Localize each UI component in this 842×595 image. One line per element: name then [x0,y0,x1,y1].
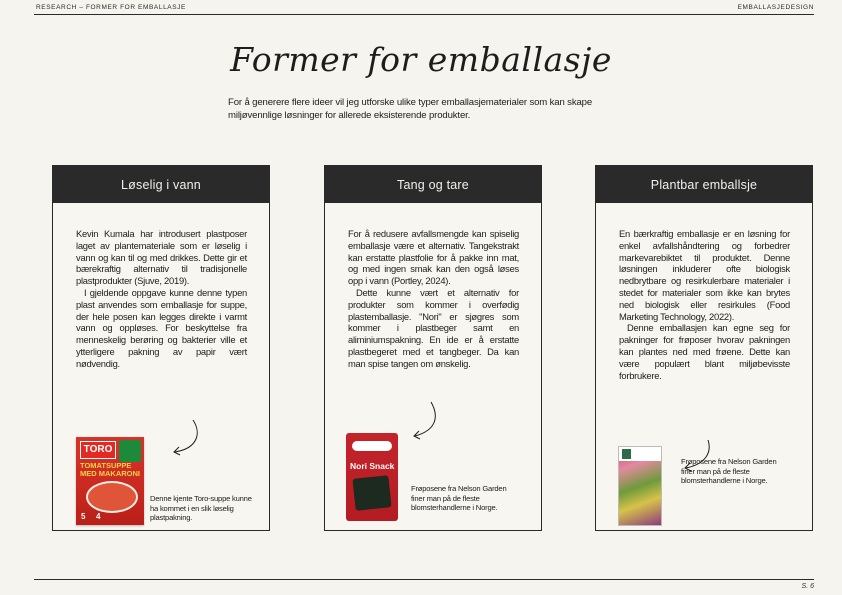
seaweed-sheet-icon [352,475,391,511]
card-paragraph: Kevin Kumala har introdusert plastposer laget av plantemateriale som er løselig i vann og kan til og med drikkes. Dette gir et bærekraftig alternativ til tradisjonelle plastprodukter (Sjuve, 2019). [76,228,247,287]
product-name: Nori Snack [350,461,395,471]
toro-soup-image [76,437,144,525]
card-paragraph: Denne emballasjen kan egne seg for pakninger for frøposer hvorav pakningen kan plantes ned med frøene. Dette kan være populært blant miljøbevisste forbrukere. [619,322,790,381]
card-text [348,228,519,370]
page-number: S. 6 [801,583,814,590]
top-rule [34,14,814,15]
image-caption: Frøposene fra Nelson Garden finer man på de fleste blomsterhandlerne i Norge. [681,457,777,485]
brand-label [352,441,392,451]
card-text [76,228,247,370]
card-seaweed [324,165,542,531]
card-plantable [595,165,813,531]
card-paragraph: Dette kunne vært et alternativ for produkter som kommer i overfødig plastemballasje. "Nori" er sjøgres som kommer i plastbeger samt en aliminiumspakning. En ide er å erstatte plastbegeret med et tangbeger. Da kan man spise tangen om ønskelig. [348,286,519,369]
card-heading: Tang og tare [325,166,541,203]
card-paragraph: For å redusere avfallsmengde kan spiselig emballasje være et alternativ. Tangekstrakt kan erstatte plastfolie for å pakke inn mat, og med ingen smak kan den også løses opp i vann (Portley, 2024). [348,228,519,287]
card-heading: Plantbar emballsje [596,166,812,203]
product-number: 5 [81,512,86,521]
nori-snack-image [346,433,398,521]
product-name: TOMATSUPPE MED MAKARONI [80,461,140,478]
card-soluble [52,165,270,531]
card-paragraph: I gjeldende oppgave kunne denne typen plast anvendes som emballasje for suppe, der hele posen kan legges direkte i varmt vann og oppløses. For beskyttelse fra menneskelig berøring og bakterier ville et ytterligere pakning av papir vært nødvendig. [76,286,247,369]
curved-arrow-icon [165,416,205,458]
curved-arrow-icon [405,398,445,442]
product-number: 4 [96,512,101,521]
card-heading: Løselig i vann [53,166,269,203]
image-caption: Frøposene fra Nelson Garden finer man på de fleste blomsterhandlerne i Norge. [411,484,507,512]
card-text [619,228,790,381]
intro-text: For å generere flere ideer vil jeg utforske ulike typer emballasjematerialer som kan skape miljøvennlige løsninger for allerede eksisterende produkter. [228,97,593,121]
page-title: Former for emballasje [230,40,612,79]
seed-packet-image [618,446,662,526]
bottom-rule [34,579,814,580]
product-flag-icon [119,440,141,462]
running-header-right: EMBALLASJEDESIGN [737,4,814,11]
image-caption: Denne kjente Toro-suppe kunne ha kommet i en slik løselig plastpakning. [150,494,252,522]
brand-mark-icon [622,449,631,459]
card-paragraph: En bærkraftig emballasje er en løsning for enkel avfallshåndtering og forbedrer markevarebiktet til produktet. Denne løsningen inkluderer ofte biologisk nedbrytbare og resirkulerbare materialer i stedet for materialer som ikke kan brytes ned biologisk eller resirkules (Food Marketing Technology, 2022). [619,228,790,322]
soup-bowl-icon [86,481,138,513]
running-header-left: RESEARCH – FORMER FOR EMBALLASJE [36,4,186,11]
toro-logo: TORO [80,441,116,459]
